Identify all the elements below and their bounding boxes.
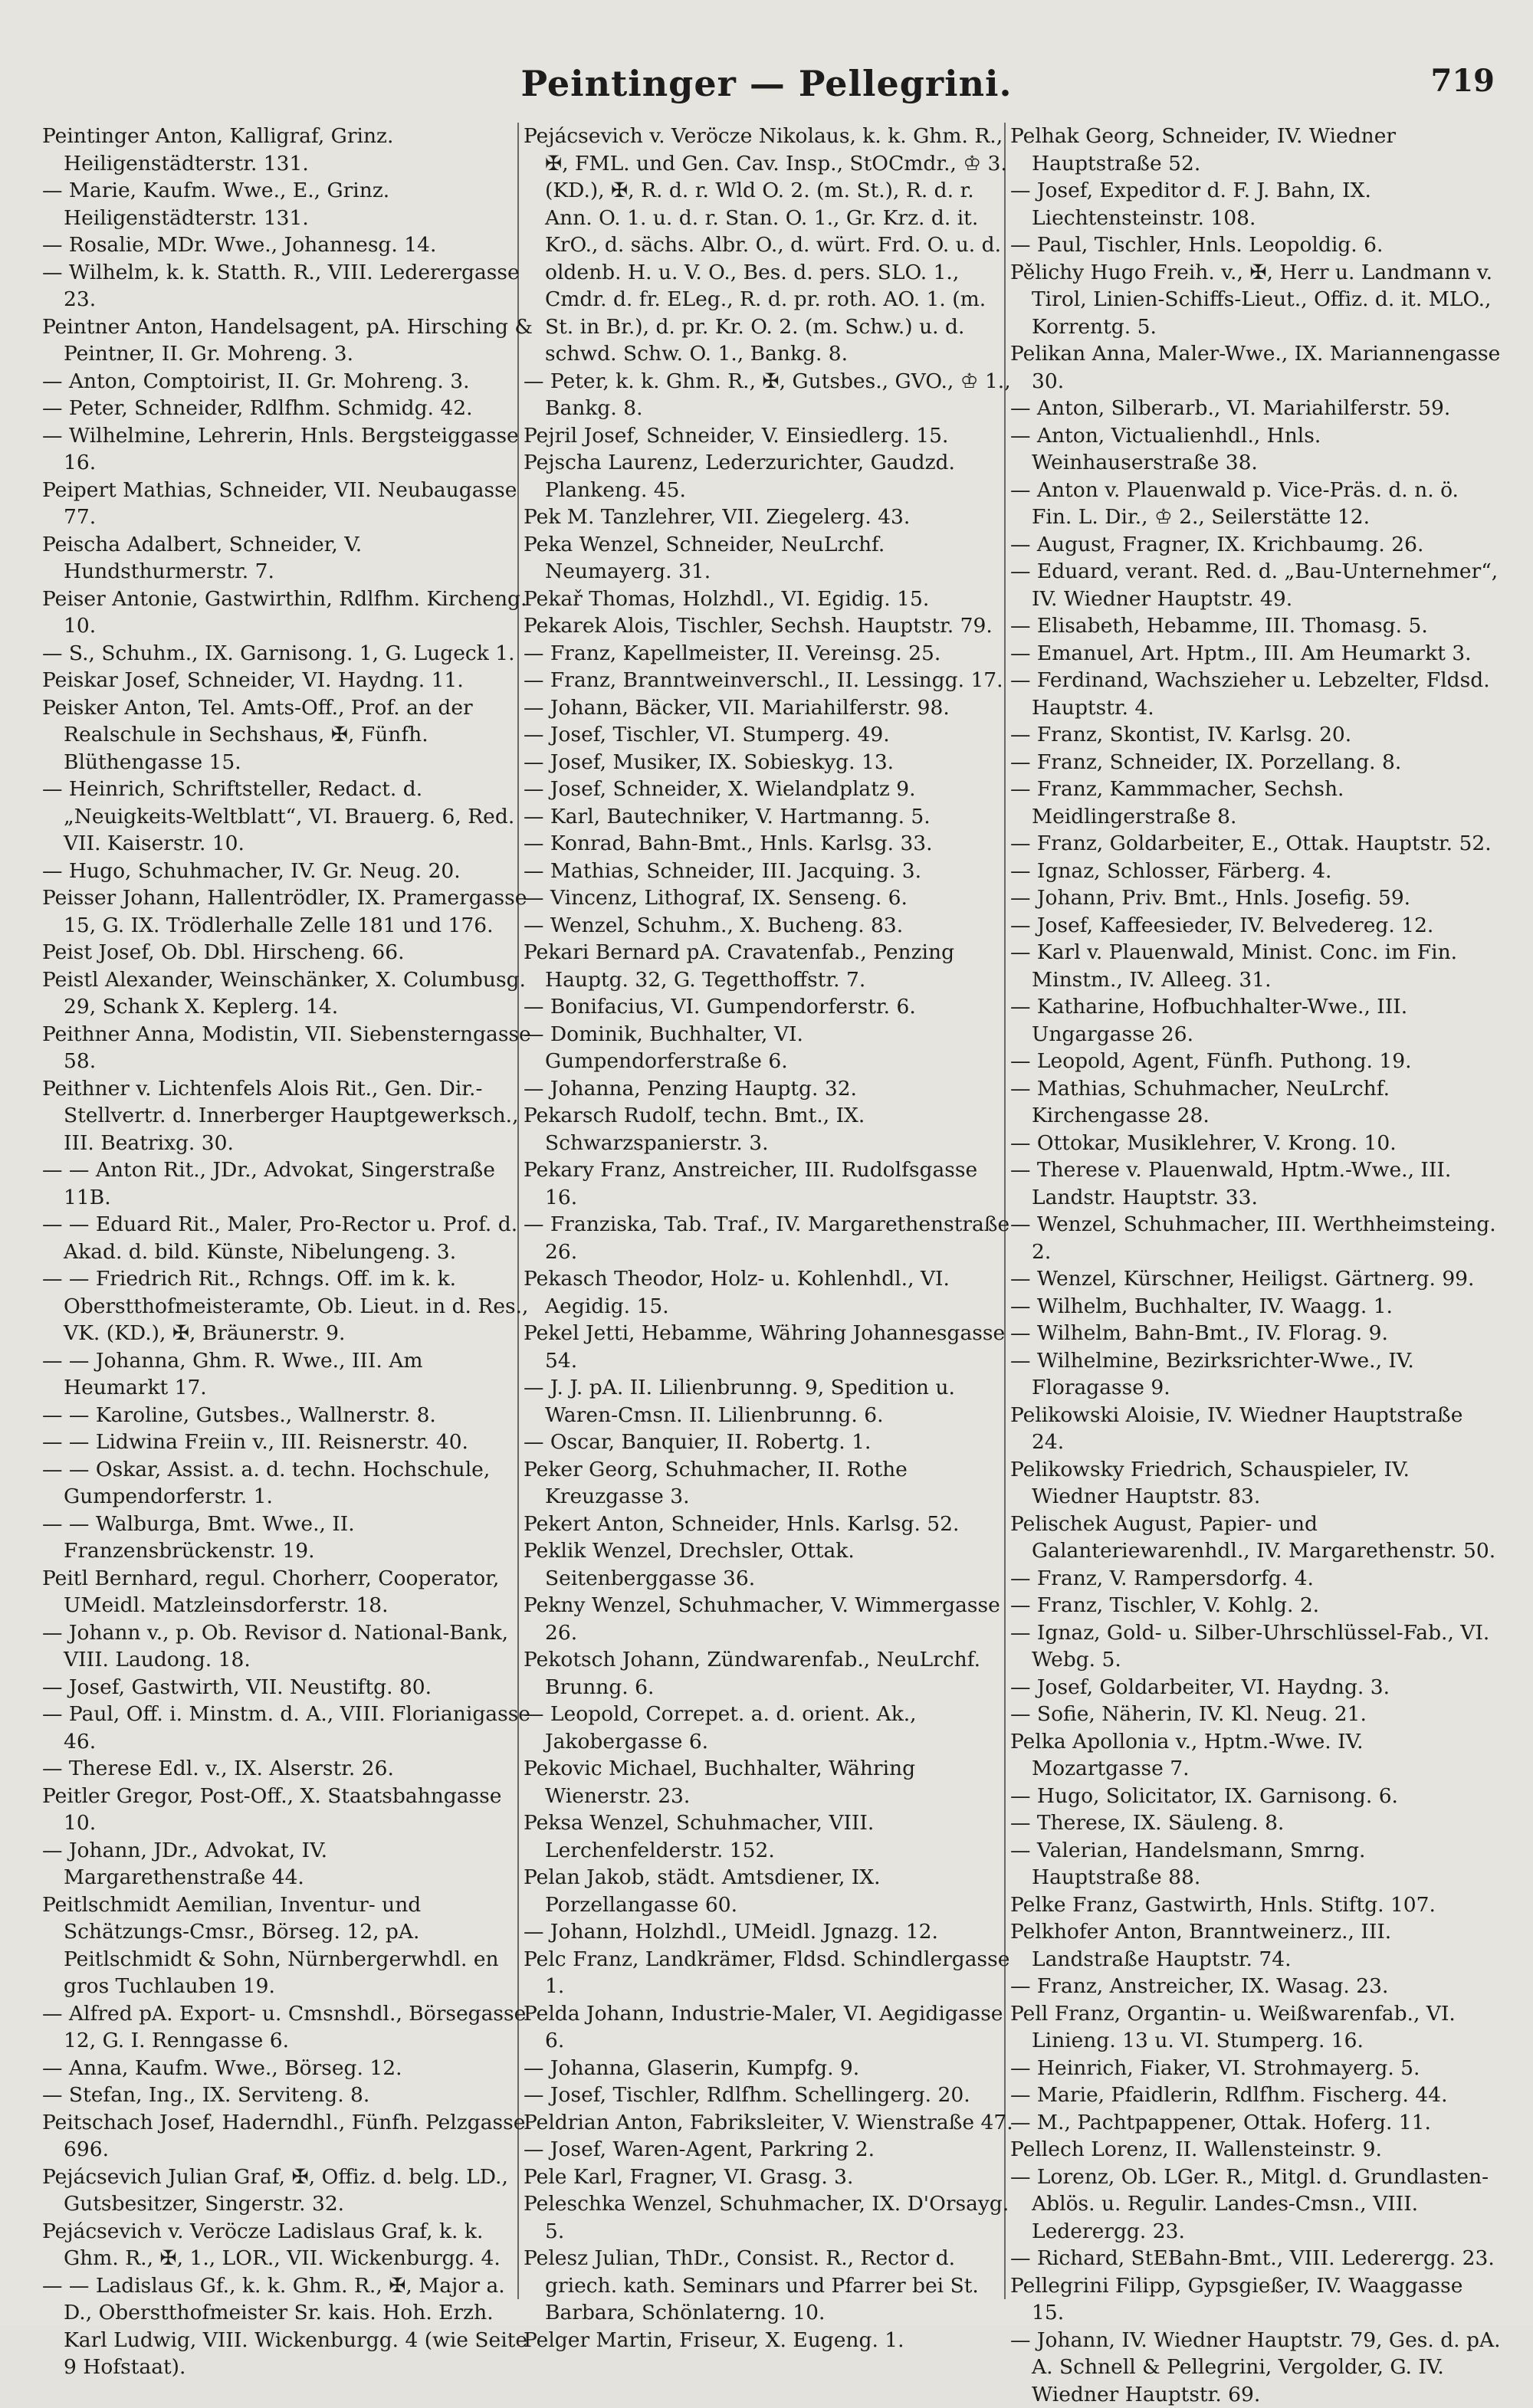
directory-entry: Peiser Antonie, Gastwirthin, Rdlfhm. Kircheng. 10. [42, 586, 533, 640]
directory-entry: — Josef, Gastwirth, VII. Neustiftg. 80. [42, 1674, 533, 1701]
directory-entry: Pelger Martin, Friseur, X. Eugeng. 1. [524, 2327, 1014, 2354]
directory-entry: — — Eduard Rit., Maler, Pro-Rector u. Prof. d. Akad. d. bild. Künste, Nibelungeng. 3. [42, 1211, 533, 1265]
directory-entry: — Ignaz, Gold- u. Silber-Uhrschlüssel-Fab., VI. Webg. 5. [1010, 1619, 1501, 1674]
directory-entry: — Josef, Waren-Agent, Parkring 2. [524, 2136, 1014, 2164]
directory-entry: — Franz, Schneider, IX. Porzellang. 8. [1010, 749, 1501, 776]
directory-entry: Peker Georg, Schuhmacher, II. Rothe Kreuzgasse 3. [524, 1456, 1014, 1511]
directory-entry: — Franziska, Tab. Traf., IV. Margarethenstraße 26. [524, 1211, 1014, 1265]
directory-entry: — Marie, Pfaidlerin, Rdlfhm. Fischerg. 44. [1010, 2082, 1501, 2109]
directory-entry: — Sofie, Näherin, IV. Kl. Neug. 21. [1010, 1701, 1501, 1728]
directory-entry: — Franz, Goldarbeiter, E., Ottak. Hauptstr. 52. [1010, 830, 1501, 858]
directory-entry: — Valerian, Handelsmann, Smrng. Hauptstraße 88. [1010, 1837, 1501, 1891]
directory-entry: Peldrian Anton, Fabriksleiter, V. Wienstraße 47. [524, 2109, 1014, 2137]
directory-entry: — Josef, Musiker, IX. Sobieskyg. 13. [524, 749, 1014, 776]
directory-entry: Peithner v. Lichtenfels Alois Rit., Gen. Dir.-Stellvertr. d. Innerberger Hauptgewerksch., III. Beatrixg. 30. [42, 1075, 533, 1157]
directory-entry: — M., Pachtpappener, Ottak. Hoferg. 11. [1010, 2109, 1501, 2137]
column-right [1010, 123, 1501, 2299]
directory-entry: Peitler Gregor, Post-Off., X. Staatsbahngasse 10. [42, 1783, 533, 1837]
directory-entry: — Eduard, verant. Red. d. „Bau-Unternehmer“, IV. Wiedner Hauptstr. 49. [1010, 558, 1501, 612]
directory-entry: Pejscha Laurenz, Lederzurichter, Gaudzd. Plankeng. 45. [524, 449, 1014, 504]
directory-entry: Pelischek August, Papier- und Galanteriewarenhdl., IV. Margarethenstr. 50. [1010, 1511, 1501, 1565]
directory-entry: — Ferdinand, Wachszieher u. Lebzelter, Fldsd. Hauptstr. 4. [1010, 667, 1501, 721]
directory-entry: — Alfred pA. Export- u. Cmsnshdl., Börsegasse 12, G. I. Renngasse 6. [42, 2000, 533, 2055]
directory-entry: Pelesz Julian, ThDr., Consist. R., Rector d. griech. kath. Seminars und Pfarrer bei St. Barbara, Schönlaterng. 10. [524, 2245, 1014, 2327]
directory-entry: — Leopold, Correpet. a. d. orient. Ak., Jakobergasse 6. [524, 1701, 1014, 1755]
directory-entry: Peitlschmidt Aemilian, Inventur- und Schätzungs-Cmsr., Börseg. 12, pA. Peitlschmidt & Sohn, Nürnbergerwhdl. en gros Tuchlauben 19. [42, 1891, 533, 2000]
directory-entry: Pekari Bernard pA. Cravatenfab., Penzing Hauptg. 32, G. Tegetthoffstr. 7. [524, 939, 1014, 993]
directory-entry: Pekny Wenzel, Schuhmacher, V. Wimmergasse 26. [524, 1592, 1014, 1646]
directory-entry: Pekarek Alois, Tischler, Sechsh. Hauptstr. 79. [524, 612, 1014, 640]
directory-entry: — Stefan, Ing., IX. Serviteng. 8. [42, 2082, 533, 2109]
directory-entry: — Therese, IX. Säuleng. 8. [1010, 1809, 1501, 1837]
directory-entry: — Wenzel, Schuhm., X. Bucheng. 83. [524, 912, 1014, 940]
column-middle [524, 123, 1014, 2299]
directory-entry: Pelikowsky Friedrich, Schauspieler, IV. Wiedner Hauptstr. 83. [1010, 1456, 1501, 1511]
directory-entry: — — Karoline, Gutsbes., Wallnerstr. 8. [42, 1402, 533, 1429]
directory-entry: Pekary Franz, Anstreicher, III. Rudolfsgasse 16. [524, 1156, 1014, 1211]
directory-entry: Pělichy Hugo Freih. v., ✠, Herr u. Landmann v. Tirol, Linien-Schiffs-Lieut., Offiz. d. it. MLO., Korrentg. 5. [1010, 259, 1501, 341]
directory-entry: — — Oskar, Assist. a. d. techn. Hochschule, Gumpendorferstr. 1. [42, 1456, 533, 1511]
directory-entry: Peklik Wenzel, Drechsler, Ottak. Seitenberggasse 36. [524, 1537, 1014, 1592]
directory-entry: — Johann v., p. Ob. Revisor d. National-Bank, VIII. Laudong. 18. [42, 1619, 533, 1674]
directory-entry: Pejácsevich v. Veröcze Ladislaus Graf, k. k. Ghm. R., ✠, 1., LOR., VII. Wickenburgg. 4. [42, 2218, 533, 2272]
directory-entry: — Anton, Victualienhdl., Hnls. Weinhauserstraße 38. [1010, 422, 1501, 477]
directory-entry: Pekotsch Johann, Zündwarenfab., NeuLrchf. Brunng. 6. [524, 1646, 1014, 1701]
directory-entry: — Wilhelm, Buchhalter, IV. Waagg. 1. [1010, 1293, 1501, 1320]
directory-entry: — Wenzel, Kürschner, Heiligst. Gärtnerg. 99. [1010, 1265, 1501, 1293]
directory-entry: — Franz, Branntweinverschl., II. Lessingg. 17. [524, 667, 1014, 694]
directory-entry: — Johann, JDr., Advokat, IV. Margarethenstraße 44. [42, 1837, 533, 1891]
directory-entry: — Konrad, Bahn-Bmt., Hnls. Karlsg. 33. [524, 830, 1014, 858]
directory-entry: — — Ladislaus Gf., k. k. Ghm. R., ✠, Major a. D., Oberstthofmeister Sr. kais. Hoh. Erzh. Karl Ludwig, VIII. Wickenburgg. 4 (wie Seite 9 Hofstaat). [42, 2272, 533, 2381]
directory-entry: Pelikowski Aloisie, IV. Wiedner Hauptstraße 24. [1010, 1402, 1501, 1456]
directory-entry: — August, Fragner, IX. Krichbaumg. 26. [1010, 531, 1501, 559]
directory-entry: — Franz, Kapellmeister, II. Vereinsg. 25. [524, 640, 1014, 668]
directory-entry: Pekarsch Rudolf, techn. Bmt., IX. Schwarzspanierstr. 3. [524, 1102, 1014, 1156]
directory-entry: — Ottokar, Musiklehrer, V. Krong. 10. [1010, 1130, 1501, 1157]
page-header [0, 63, 1533, 109]
directory-entry: Pell Franz, Organtin- u. Weißwarenfab., VI. Linieng. 13 u. VI. Stumperg. 16. [1010, 2000, 1501, 2055]
directory-entry: — Peter, k. k. Ghm. R., ✠, Gutsbes., GVO., ♔ 1., Bankg. 8. [524, 368, 1014, 422]
directory-entry: — Johann, Bäcker, VII. Mariahilferstr. 98. [524, 694, 1014, 722]
directory-entry: — Therese v. Plauenwald, Hptm.-Wwe., III. Landstr. Hauptstr. 33. [1010, 1156, 1501, 1211]
directory-entry: Peksa Wenzel, Schuhmacher, VIII. Lerchenfelderstr. 152. [524, 1809, 1014, 1864]
directory-entry: — Anton v. Plauenwald p. Vice-Präs. d. n. ö. Fin. L. Dir., ♔ 2., Seilerstätte 12. [1010, 477, 1501, 531]
directory-entry: — Anton, Comptoirist, II. Gr. Mohreng. 3. [42, 368, 533, 395]
directory-entry: — Wilhelmine, Bezirksrichter-Wwe., IV. Floragasse 9. [1010, 1347, 1501, 1402]
directory-entry: — Mathias, Schneider, III. Jacquing. 3. [524, 858, 1014, 885]
directory-entry: Pelda Johann, Industrie-Maler, VI. Aegidigasse 6. [524, 2000, 1014, 2055]
directory-entry: — Rosalie, MDr. Wwe., Johannesg. 14. [42, 231, 533, 259]
directory-entry: Peistl Alexander, Weinschänker, X. Columbusg. 29, Schank X. Keplerg. 14. [42, 966, 533, 1021]
directory-entry: Peitschach Josef, Haderndhl., Fünfh. Pelzgasse 696. [42, 2109, 533, 2164]
directory-entry: — — Walburga, Bmt. Wwe., II. Franzensbrückenstr. 19. [42, 1511, 533, 1565]
directory-entry: Pelhak Georg, Schneider, IV. Wiedner Hauptstraße 52. [1010, 123, 1501, 177]
directory-entry: — Josef, Tischler, Rdlfhm. Schellingerg. 20. [524, 2082, 1014, 2109]
directory-entry: — — Johanna, Ghm. R. Wwe., III. Am Heumarkt 17. [42, 1347, 533, 1402]
directory-entry: — Richard, StEBahn-Bmt., VIII. Lederergg. 23. [1010, 2245, 1501, 2272]
directory-entry: Peithner Anna, Modistin, VII. Siebensterngasse 58. [42, 1021, 533, 1075]
directory-entry: — Marie, Kaufm. Wwe., E., Grinz. Heiligenstädterstr. 131. [42, 177, 533, 231]
directory-entry: Pekař Thomas, Holzhdl., VI. Egidig. 15. [524, 586, 1014, 613]
directory-entry: Pejácsevich Julian Graf, ✠, Offiz. d. belg. LD., Gutsbesitzer, Singerstr. 32. [42, 2164, 533, 2218]
directory-entry: — Hugo, Schuhmacher, IV. Gr. Neug. 20. [42, 858, 533, 885]
directory-entry: — Heinrich, Fiaker, VI. Strohmayerg. 5. [1010, 2055, 1501, 2082]
directory-entry: — Franz, Tischler, V. Kohlg. 2. [1010, 1592, 1501, 1619]
directory-entry: — Josef, Expeditor d. F. J. Bahn, IX. Liechtensteinstr. 108. [1010, 177, 1501, 231]
directory-entry: — Josef, Goldarbeiter, VI. Haydng. 3. [1010, 1674, 1501, 1701]
directory-entry: Pelkhofer Anton, Branntweinerz., III. Landstraße Hauptstr. 74. [1010, 1918, 1501, 1973]
directory-entry: Peitl Bernhard, regul. Chorherr, Cooperator, UMeidl. Matzleinsdorferstr. 18. [42, 1565, 533, 1619]
directory-entry: Pekert Anton, Schneider, Hnls. Karlsg. 52. [524, 1511, 1014, 1538]
directory-entry: Peipert Mathias, Schneider, VII. Neubaugasse 77. [42, 477, 533, 531]
directory-entry: — Josef, Tischler, VI. Stumperg. 49. [524, 721, 1014, 749]
running-head: Peintinger — Pellegrini. [0, 63, 1533, 104]
directory-entry: — Hugo, Solicitator, IX. Garnisong. 6. [1010, 1783, 1501, 1810]
directory-entry: — Therese Edl. v., IX. Alserstr. 26. [42, 1755, 533, 1783]
directory-entry: Peka Wenzel, Schneider, NeuLrchf. Neumayerg. 31. [524, 531, 1014, 586]
directory-entry: Peiskar Josef, Schneider, VI. Haydng. 11. [42, 667, 533, 694]
directory-entry: — Leopold, Agent, Fünfh. Puthong. 19. [1010, 1048, 1501, 1075]
directory-entry: — Mathias, Schuhmacher, NeuLrchf. Kirchengasse 28. [1010, 1075, 1501, 1130]
directory-entry: Peisker Anton, Tel. Amts-Off., Prof. an der Realschule in Sechshaus, ✠, Fünfh. Blüthengasse 15. [42, 694, 533, 776]
directory-entry: — Johann, IV. Wiedner Hauptstr. 79, Ges. d. pA. A. Schnell & Pellegrini, Vergolder, G. IV. Wiedner Hauptstr. 69. [1010, 2327, 1501, 2408]
directory-entry: Pellegrini Filipp, Gypsgießer, IV. Waaggasse 15. [1010, 2272, 1501, 2327]
directory-entry: — Karl, Bautechniker, V. Hartmanng. 5. [524, 803, 1014, 831]
directory-entry: — Peter, Schneider, Rdlfhm. Schmidg. 42. [42, 395, 533, 422]
directory-entry: — Franz, V. Rampersdorfg. 4. [1010, 1565, 1501, 1593]
directory-entry: — Johann, Holzhdl., UMeidl. Jgnazg. 12. [524, 1918, 1014, 1946]
directory-entry: — — Lidwina Freiin v., III. Reisnerstr. 40. [42, 1429, 533, 1456]
directory-entry: Pelka Apollonia v., Hptm.-Wwe. IV. Mozartgasse 7. [1010, 1728, 1501, 1783]
directory-entry: — Josef, Schneider, X. Wielandplatz 9. [524, 776, 1014, 803]
directory-entry: Peist Josef, Ob. Dbl. Hirscheng. 66. [42, 939, 533, 966]
directory-entry: — — Anton Rit., JDr., Advokat, Singerstraße 11B. [42, 1156, 533, 1211]
directory-entry: — Emanuel, Art. Hptm., III. Am Heumarkt 3. [1010, 640, 1501, 668]
directory-entry: Pelan Jakob, städt. Amtsdiener, IX. Porzellangasse 60. [524, 1864, 1014, 1918]
directory-entry: Pellech Lorenz, II. Wallensteinstr. 9. [1010, 2136, 1501, 2164]
directory-entry: Pekasch Theodor, Holz- u. Kohlenhdl., VI. Aegidig. 15. [524, 1265, 1014, 1320]
directory-entry: — Karl v. Plauenwald, Minist. Conc. im Fin. Minstm., IV. Alleeg. 31. [1010, 939, 1501, 993]
directory-entry: — Wilhelm, Bahn-Bmt., IV. Florag. 9. [1010, 1320, 1501, 1347]
directory-entry: — Lorenz, Ob. LGer. R., Mitgl. d. Grundlasten-Ablös. u. Regulir. Landes-Cmsn., VIII. Lederergg. 23. [1010, 2164, 1501, 2246]
directory-entry: — Elisabeth, Hebamme, III. Thomasg. 5. [1010, 612, 1501, 640]
directory-entry: — Bonifacius, VI. Gumpendorferstr. 6. [524, 993, 1014, 1021]
directory-entry: — Ignaz, Schlosser, Färberg. 4. [1010, 858, 1501, 885]
directory-entry: Pelc Franz, Landkrämer, Fldsd. Schindlergasse 1. [524, 1946, 1014, 2000]
directory-entry: — Heinrich, Schriftsteller, Redact. d. „Neuigkeits-Weltblatt“, VI. Brauerg. 6, Red. VII. Kaiserstr. 10. [42, 776, 533, 858]
directory-entry: — Johanna, Glaserin, Kumpfg. 9. [524, 2055, 1014, 2082]
directory-entry: — Franz, Skontist, IV. Karlsg. 20. [1010, 721, 1501, 749]
directory-entry: — Wilhelmine, Lehrerin, Hnls. Bergsteiggasse 16. [42, 422, 533, 477]
directory-entry: Pekovic Michael, Buchhalter, Währing Wienerstr. 23. [524, 1755, 1014, 1809]
directory-entry: Pele Karl, Fragner, VI. Grasg. 3. [524, 2164, 1014, 2191]
directory-entry: Pejril Josef, Schneider, V. Einsiedlerg. 15. [524, 422, 1014, 450]
directory-entry: Pelke Franz, Gastwirth, Hnls. Stiftg. 107. [1010, 1891, 1501, 1919]
page-number: 719 [1431, 63, 1495, 99]
column-left [42, 123, 533, 2299]
directory-entry: — — Friedrich Rit., Rchngs. Off. im k. k. Oberstthofmeisteramte, Ob. Lieut. in d. Res., VK. (KD.), ✠, Bräunerstr. 9. [42, 1265, 533, 1347]
directory-entry: Peisser Johann, Hallentrödler, IX. Pramergasse 15, G. IX. Trödlerhalle Zelle 181 und 176. [42, 884, 533, 939]
directory-entry: Pelikan Anna, Maler-Wwe., IX. Mariannengasse 30. [1010, 340, 1501, 395]
directory-entry: — Franz, Kammmacher, Sechsh. Meidlingerstraße 8. [1010, 776, 1501, 830]
directory-entry: Peischa Adalbert, Schneider, V. Hundsthurmerstr. 7. [42, 531, 533, 586]
directory-entry: — Wilhelm, k. k. Statth. R., VIII. Lederergasse 23. [42, 259, 533, 313]
directory-entry: — Katharine, Hofbuchhalter-Wwe., III. Ungargasse 26. [1010, 993, 1501, 1048]
directory-entry: — Paul, Tischler, Hnls. Leopoldig. 6. [1010, 231, 1501, 259]
directory-entry: — Vincenz, Lithograf, IX. Senseng. 6. [524, 884, 1014, 912]
directory-entry: — Wenzel, Schuhmacher, III. Werthheimsteing. 2. [1010, 1211, 1501, 1265]
directory-entry: — S., Schuhm., IX. Garnisong. 1, G. Lugeck 1. [42, 640, 533, 668]
directory-entry: — Johanna, Penzing Hauptg. 32. [524, 1075, 1014, 1103]
directory-entry: — Dominik, Buchhalter, VI. Gumpendorferstraße 6. [524, 1021, 1014, 1075]
directory-entry: — Anton, Silberarb., VI. Mariahilferstr. 59. [1010, 395, 1501, 422]
directory-entry: Pekel Jetti, Hebamme, Währing Johannesgasse 54. [524, 1320, 1014, 1374]
directory-entry: — Oscar, Banquier, II. Robertg. 1. [524, 1429, 1014, 1456]
directory-entry: — Anna, Kaufm. Wwe., Börseg. 12. [42, 2055, 533, 2082]
directory-entry: — Josef, Kaffeesieder, IV. Belvedereg. 12. [1010, 912, 1501, 940]
directory-entry: — J. J. pA. II. Lilienbrunng. 9, Spedition u. Waren-Cmsn. II. Lilienbrunng. 6. [524, 1374, 1014, 1429]
directory-entry: Pejácsevich v. Veröcze Nikolaus, k. k. Ghm. R., ✠, FML. und Gen. Cav. Insp., StOCmdr., ♔ 3. (KD.), ✠, R. d. r. Wld O. 2. (m. St.), R. d. r. Ann. O. 1. u. d. r. Stan. O. 1., Gr. Krz. d. it. KrO., d. sächs. Albr. O., d. würt. Frd. O. u. d. oldenb. H. u. V. O., Bes. d. pers. SLO. 1., Cmdr. d. fr. ELeg., R. d. pr. roth. AO. 1. (m. St. in Br.), d. pr. Kr. O. 2. (m. Schw.) u. d. schwd. Schw. O. 1., Bankg. 8. [524, 123, 1014, 368]
directory-entry: Peintner Anton, Handelsagent, pA. Hirsching & Peintner, II. Gr. Mohreng. 3. [42, 313, 533, 368]
directory-entry: Peintinger Anton, Kalligraf, Grinz. Heiligenstädterstr. 131. [42, 123, 533, 177]
directory-entry: — Paul, Off. i. Minstm. d. A., VIII. Florianigasse 46. [42, 1701, 533, 1755]
directory-entry: Pek M. Tanzlehrer, VII. Ziegelerg. 43. [524, 504, 1014, 531]
directory-entry: — Franz, Anstreicher, IX. Wasag. 23. [1010, 1973, 1501, 2000]
directory-entry: Peleschka Wenzel, Schuhmacher, IX. D'Orsayg. 5. [524, 2190, 1014, 2245]
directory-entry: — Johann, Priv. Bmt., Hnls. Josefig. 59. [1010, 884, 1501, 912]
